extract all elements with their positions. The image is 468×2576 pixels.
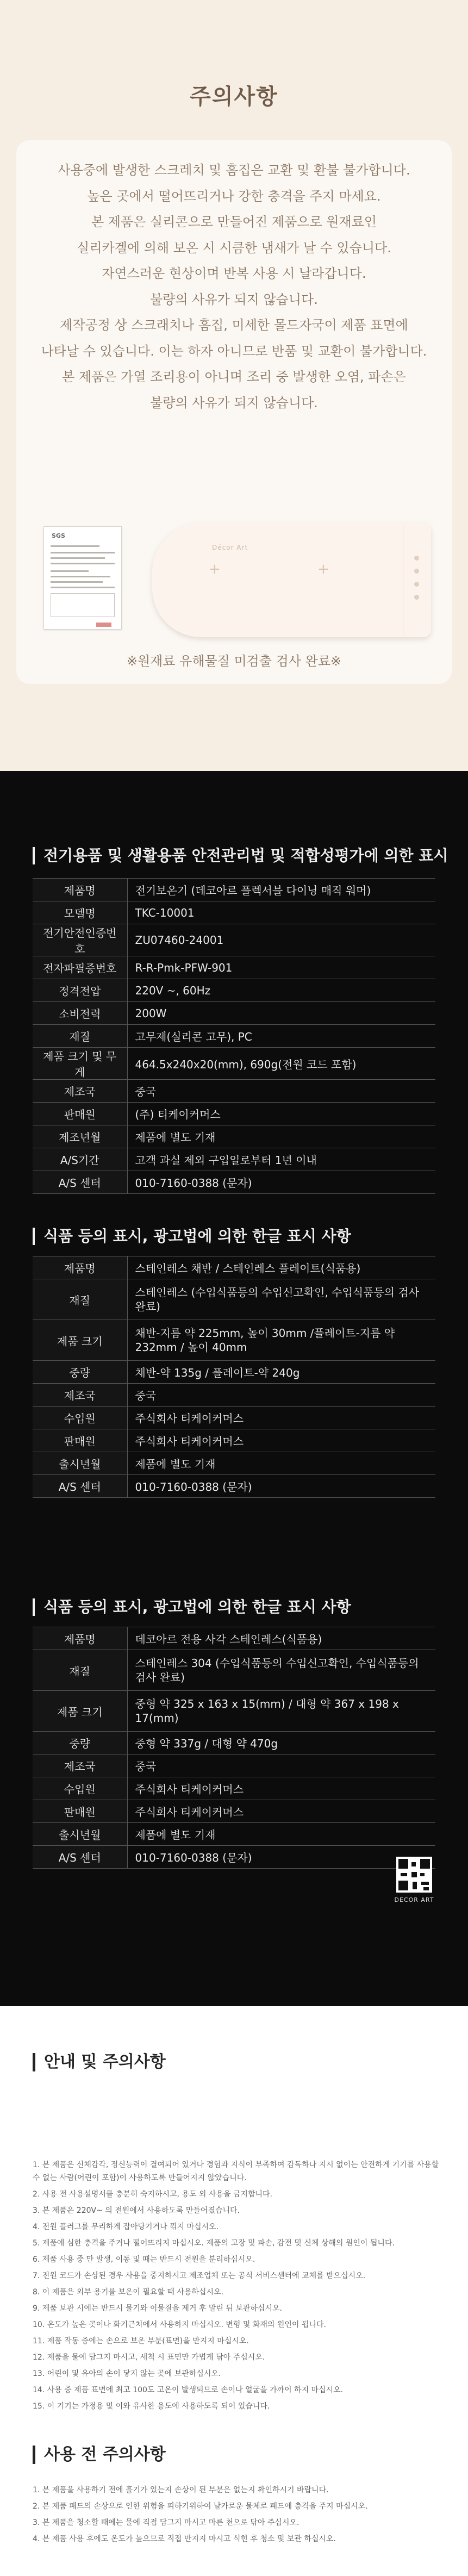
caution-line: 본 제품은 실리콘으로 만들어진 제품으로 원재료인	[91, 214, 377, 229]
spec-row	[33, 879, 435, 901]
spec-row	[33, 1002, 435, 1025]
spec-key: 소비전력	[33, 1002, 127, 1025]
brand-label: DECOR ART	[394, 1896, 434, 1903]
caution-title: 주의사항	[190, 84, 278, 109]
list-item: 1. 본 제품을 사용하기 전에 흘기가 있는지 손상이 된 부분은 없는지 확인하시기 바랍니다.	[33, 2486, 329, 2494]
spec3-table	[33, 1627, 435, 1869]
spec-key: 제조국	[33, 1384, 127, 1407]
pre-use-title: 사용 전 주의사항	[33, 2446, 166, 2464]
spec-key: 제조국	[33, 1080, 127, 1103]
spec-value: 주식회사 티케이커머스	[127, 1429, 435, 1452]
spec-value: ZU07460-24001	[127, 924, 435, 956]
list-item: 11. 제품 작동 중에는 손으로 보온 부분(표면)을 만지지 마십시오.	[33, 2337, 249, 2345]
spec-row	[33, 1025, 435, 1048]
spec-row	[33, 1800, 435, 1823]
spec-key: 수입원	[33, 1777, 127, 1800]
spec-value: 주식회사 티케이커머스	[127, 1407, 435, 1429]
spec-key: A/S 센터	[33, 1171, 127, 1194]
list-item: 13. 어린이 및 유아의 손이 닿지 않는 곳에 보관하십시오.	[33, 2369, 221, 2378]
spec-row	[33, 1691, 435, 1732]
plus-icon: +	[209, 561, 221, 577]
spec-key: 수입원	[33, 1407, 127, 1429]
spec-row	[33, 1429, 435, 1452]
spec-row	[33, 1279, 435, 1320]
spec-key: 재질	[33, 1025, 127, 1048]
list-item: 14. 사용 중 제품 표면에 최고 100도 고온이 발생되므로 손이나 얼굴을 가까이 하지 마십시오.	[33, 2386, 344, 2394]
caution-section	[0, 0, 468, 771]
spec-value: 스테인레스 채반 / 스테인레스 플레이트(식품용)	[127, 1256, 435, 1279]
spec-key: A/S 센터	[33, 1475, 127, 1498]
spec-value: 220V ~, 60Hz	[127, 979, 435, 1002]
list-item: 10. 온도가 높은 곳이나 화기근처에서 사용하지 마십시오. 변형 및 화재의 원인이 됩니다.	[33, 2320, 326, 2329]
spec-value: 주식회사 티케이커머스	[127, 1777, 435, 1800]
spec-row	[33, 1080, 435, 1103]
spec-value: 주식회사 티케이커머스	[127, 1800, 435, 1823]
spec-value: 고무제(실리콘 고무), PC	[127, 1025, 435, 1048]
spec-value: 464.5x240x20(mm), 690g(전원 코드 포함)	[127, 1048, 435, 1080]
spec-value: 010-7160-0388 (문자)	[127, 1475, 435, 1498]
warmer-pad-image	[152, 523, 431, 637]
spec-row	[33, 1823, 435, 1846]
list-item: 8. 이 제품은 외부 용기를 보온이 필요할 때 사용하십시오.	[33, 2288, 223, 2297]
list-item: 4. 본 제품 사용 후에도 온도가 높으므로 직접 만지지 마시고 식힌 후 청소 및 보관 하십시오.	[33, 2535, 336, 2543]
spec-key: 모델명	[33, 901, 127, 924]
spec-row	[33, 1048, 435, 1080]
spec-key: 판매원	[33, 1800, 127, 1823]
spec-key: 제품 크기 및 무게	[33, 1048, 127, 1080]
list-item: 3. 본 제품은 220V~ 의 전원에서 사용하도록 만들어졌습니다.	[33, 2206, 240, 2215]
pad-brand-label: Décor Art	[212, 544, 248, 551]
spec-row	[33, 1256, 435, 1279]
spec-row	[33, 1384, 435, 1407]
list-item: 15. 이 기기는 가정용 및 이와 유사한 용도에 사용하도록 되어 있습니다.	[33, 2402, 270, 2411]
sgs-logo: SGS	[52, 532, 65, 539]
spec-row	[33, 1846, 435, 1869]
spec-key: A/S 센터	[33, 1846, 127, 1869]
spec-value: TKC-10001	[127, 901, 435, 924]
spec-key: 제품명	[33, 1256, 127, 1279]
spec-value: 채반-지름 약 225mm, 높이 30mm /플레이트-지름 약 232mm / 높이 40mm	[127, 1320, 435, 1361]
spec-key: 전기안전인증번호	[33, 924, 127, 956]
spec-value: 제품에 별도 기재	[127, 1125, 435, 1148]
spec-value: (주) 티케이커머스	[127, 1103, 435, 1125]
spec-key: 제품명	[33, 1627, 127, 1650]
guide-title: 안내 및 주의사항	[33, 2053, 166, 2071]
spec-row	[33, 956, 435, 979]
spec-value: 제품에 별도 기재	[127, 1452, 435, 1475]
spec-key: 판매원	[33, 1103, 127, 1125]
spec-row	[33, 1125, 435, 1148]
spec-value: 010-7160-0388 (문자)	[127, 1171, 435, 1194]
spec-key: 제품 크기	[33, 1320, 127, 1361]
spec-row	[33, 1103, 435, 1125]
spec-key: A/S기간	[33, 1148, 127, 1171]
caution-line: 본 제품은 가열 조리용이 아니며 조리 중 발생한 오염, 파손은	[62, 369, 406, 384]
spec-row	[33, 1627, 435, 1650]
spec-row	[33, 1650, 435, 1691]
spec-row	[33, 1452, 435, 1475]
caution-line: 사용중에 발생한 스크레치 및 흠집은 교환 및 환불 불가합니다.	[58, 163, 410, 178]
spec-value: 스테인레스 (수입식품등의 수입신고확인, 수입식품등의 검사 완료)	[127, 1279, 435, 1320]
spec-key: 정격전압	[33, 979, 127, 1002]
spec-key: 제조년월	[33, 1125, 127, 1148]
spec-row	[33, 1732, 435, 1754]
spec-value: 중국	[127, 1384, 435, 1407]
qr-code[interactable]	[396, 1857, 432, 1893]
spec-key: 제조국	[33, 1754, 127, 1777]
pre-use-list	[33, 2484, 446, 2549]
caution-note: ※원재료 유해물질 미검출 검사 완료※	[126, 654, 342, 669]
list-item: 12. 제품을 물에 담그지 마시고, 세척 시 표면만 가볍게 닦아 주십시오.	[33, 2353, 265, 2362]
spec2-table	[33, 1256, 435, 1498]
spec-row	[33, 1475, 435, 1498]
spec-row	[33, 1171, 435, 1194]
caution-line: 실리카겔에 의해 보온 시 시큼한 냄새가 날 수 있습니다.	[77, 240, 391, 256]
list-item: 2. 사용 전 사용설명서를 충분히 숙지하시고, 용도 외 사용을 금지합니다.	[33, 2190, 272, 2199]
spec-key: 제품명	[33, 879, 127, 901]
guide-list	[33, 2158, 446, 2416]
spec-key: 제품 크기	[33, 1691, 127, 1732]
spec-row	[33, 901, 435, 924]
spec-key: 판매원	[33, 1429, 127, 1452]
spec-row	[33, 1777, 435, 1800]
spec-key: 중량	[33, 1361, 127, 1384]
list-item: 3. 본 제품을 청소할 때에는 물에 직접 담그지 마시고 마른 천으로 닦아 주십시오.	[33, 2518, 299, 2527]
spec-value: 200W	[127, 1002, 435, 1025]
pad-control-strip	[403, 523, 431, 637]
list-item: 6. 제품 사용 중 만 발생, 이동 및 때는 반드시 전원을 분리하십시오.	[33, 2255, 255, 2264]
test-certificate-image	[43, 526, 122, 630]
spec2-title: 식품 등의 표시, 광고법에 의한 한글 표시 사항	[33, 1228, 351, 1245]
spec-row	[33, 1361, 435, 1384]
spec1-table	[33, 878, 435, 1194]
list-item: 5. 제품에 심한 충격을 주거나 떨어뜨리지 마십시오. 제품의 고장 및 파손, 감전 및 신체 상해의 원인이 됩니다.	[33, 2239, 395, 2248]
caution-line: 불량의 사유가 되지 않습니다.	[150, 395, 318, 410]
spec-value: 고객 과실 제외 구입일로부터 1년 이내	[127, 1148, 435, 1171]
caution-line: 높은 곳에서 떨어뜨리거나 강한 충격을 주지 마세요.	[87, 188, 381, 204]
spec-row	[33, 979, 435, 1002]
spec-row	[33, 1407, 435, 1429]
caution-line: 불량의 사유가 되지 않습니다.	[150, 291, 318, 307]
spec-value: 중형 약 337g / 대형 약 470g	[127, 1732, 435, 1754]
caution-line: 제작공정 상 스크래치나 흠집, 미세한 몰드자국이 제품 표면에	[60, 318, 408, 333]
spec-key: 중량	[33, 1732, 127, 1754]
spec-value: 중국	[127, 1080, 435, 1103]
caution-text	[0, 158, 468, 416]
spec-value: 스테인레스 304 (수입식품등의 수입신고확인, 수입식품등의 검사 완료)	[127, 1650, 435, 1691]
list-item: 7. 전원 코드가 손상된 경우 사용을 중지하시고 제조업체 또는 공식 서비스센터에 교체를 받으십시오.	[33, 2272, 366, 2280]
list-item: 1. 본 제품은 신체감각, 정신능력이 결여되어 있거나 경험과 지식이 부족하여 감독하나 지시 없이는 안전하게 기기를 사용할 수 없는 사람(어린이 포함)이 사용하도록 만들어지지 않았습니다.	[33, 2161, 439, 2182]
spec-key: 전자파필증번호	[33, 956, 127, 979]
spec-value: 데코아르 전용 사각 스테인레스(식품용)	[127, 1627, 435, 1650]
spec-key: 출시년월	[33, 1823, 127, 1846]
spec-row	[33, 1148, 435, 1171]
list-item: 4. 전원 플러그를 무리하게 잡아당기거나 꺾지 마십시오.	[33, 2223, 219, 2231]
spec-key: 출시년월	[33, 1452, 127, 1475]
spec-key: 재질	[33, 1650, 127, 1691]
caution-line: 나타날 수 있습니다. 이는 하자 아니므로 반품 및 교환이 불가합니다.	[41, 343, 427, 359]
spec-value: 제품에 별도 기재	[127, 1823, 435, 1846]
caution-line: 자연스러운 현상이며 반복 사용 시 날라갑니다.	[102, 266, 366, 281]
spec-value: 010-7160-0388 (문자)	[127, 1846, 435, 1869]
spec-value: 전기보온기 (데코아르 플렉서블 다이닝 매직 워머)	[127, 879, 435, 901]
spec-row	[33, 1754, 435, 1777]
spec1-title: 전기용품 및 생활용품 안전관리법 및 적합성평가에 의한 표시	[33, 847, 448, 864]
spec3-title: 식품 등의 표시, 광고법에 의한 한글 표시 사항	[33, 1598, 351, 1616]
spec-value: 채반-약 135g / 플레이트-약 240g	[127, 1361, 435, 1384]
spec-key: 재질	[33, 1279, 127, 1320]
spec-row	[33, 924, 435, 956]
spec-value: 중국	[127, 1754, 435, 1777]
spec-row	[33, 1320, 435, 1361]
list-item: 9. 제품 보관 시에는 반드시 물기와 이물질을 제거 후 말린 뒤 보관하십시오.	[33, 2304, 282, 2313]
spec-value: 중형 약 325 x 163 x 15(mm) / 대형 약 367 x 198 x 17(mm)	[127, 1691, 435, 1732]
list-item: 2. 본 제품 패드의 손상으로 인한 위험을 피하기위하여 날카로운 물체로 패드에 충격을 주지 마십시오.	[33, 2502, 368, 2511]
plus-icon: +	[317, 561, 329, 577]
spec-value: R-R-Pmk-PFW-901	[127, 956, 435, 979]
